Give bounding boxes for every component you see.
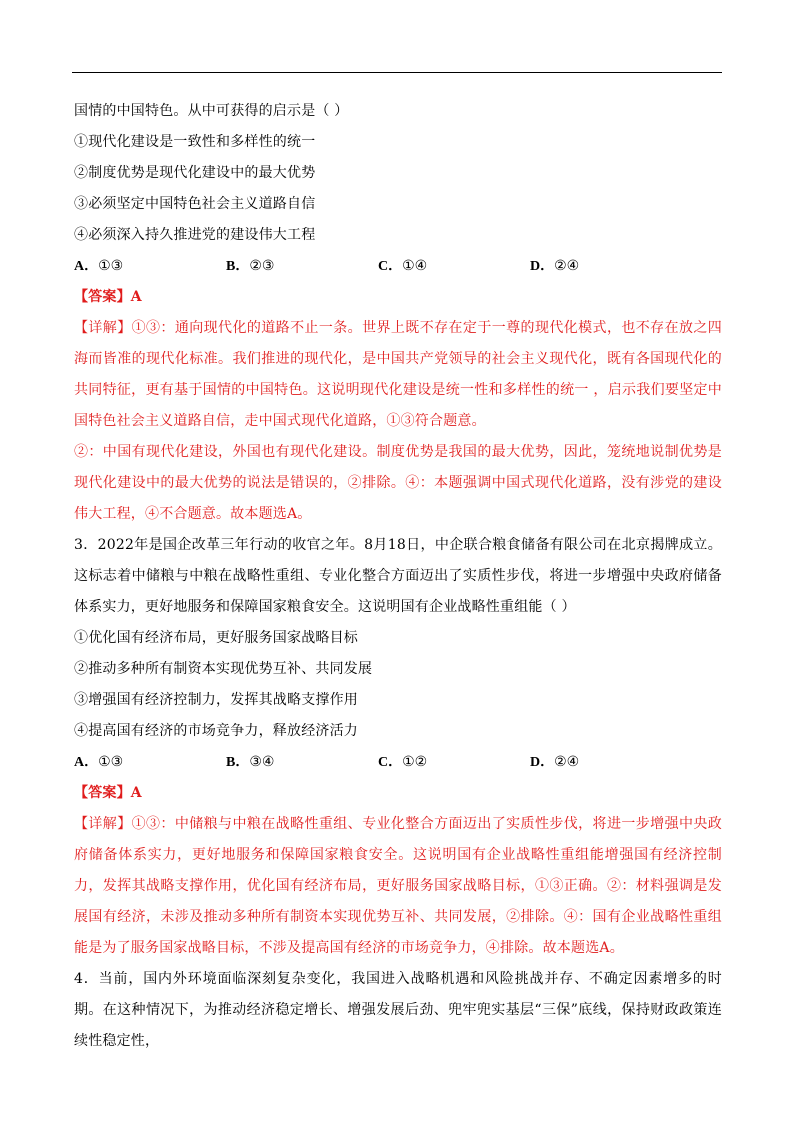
q3-choice-a: A．①③: [74, 754, 124, 770]
q2-choices: [74, 251, 722, 282]
q3-choice-b: B．③④: [226, 754, 275, 770]
q2-choice-c: C．①④: [378, 258, 428, 274]
q3-detail: 【详解】①③：中储粮与中粮在战略性重组、专业化整合方面迈出了实质性步伐，将进一步增强中央政府储备体系实力，更好地服务和保障国家粮食安全。这说明国有企业战略性重组能增强国有经济控制力，发挥其战略支撑作用，优化国有经济布局，更好服务国家战略目标，①③正确。②：材料强调是发展国有经济，未涉及推动多种所有制资本实现优势互补、共同发展，②排除。④：国有企业战略性重组能是为了服务国家战略目标，不涉及提高国有经济的市场竞争力，④排除。故本题选A。: [74, 816, 722, 956]
q3-option-3: ③增强国有经济控制力，发挥其战略支撑作用: [74, 692, 358, 708]
header-rule: [72, 72, 722, 73]
q4-stem: 4．当前，国内外环境面临深刻复杂变化，我国进入战略机遇和风险挑战并存、不确定因素增多的时期。在这种情况下，为推动经济稳定增长、增强发展后劲、兜牢兜实基层“三保”底线，保持财政政策连续性稳定性，: [74, 971, 722, 1049]
document-content: [74, 96, 722, 1057]
q3-choices: [74, 747, 722, 778]
q2-detail-2: ②：中国有现代化建设，外国也有现代化建设。制度优势是我国的最大优势，因此，笼统地说制优势是现代化建设中的最大优势的说法是错误的，②排除。④：本题强调中国式现代化道路，没有涉党的建设伟大工程，④不合题意。故本题选A。: [74, 444, 722, 522]
q2-choice-a: A．①③: [74, 258, 124, 274]
q3-choice-d: D．②④: [530, 754, 580, 770]
q2-option-1: ①现代化建设是一致性和多样性的统一: [74, 134, 316, 150]
q2-choice-b: B．②③: [226, 258, 275, 274]
q3-option-1: ①优化国有经济布局，更好服务国家战略目标: [74, 630, 358, 646]
q3-option-4: ④提高国有经济的市场竞争力，释放经济活力: [74, 723, 358, 739]
q3-choice-c: C．①②: [378, 754, 428, 770]
q2-stem-tail: 国情的中国特色。从中可获得的启示是（ ）: [74, 103, 349, 119]
q3-answer: 【答案】A: [74, 785, 142, 801]
q2-detail-1: 【详解】①③：通向现代化的道路不止一条。世界上既不存在定于一尊的现代化模式，也不存在放之四海而皆准的现代化标准。我们推进的现代化，是中国共产党领导的社会主义现代化，既有各国现代化的共同特征，更有基于国情的中国特色。这说明现代化建设是统一性和多样性的统一 ，启示我们要坚定中国特色社会主义道路自信，走中国式现代化道路，①③符合题意。: [74, 320, 722, 429]
q2-answer: 【答案】A: [74, 289, 142, 305]
q2-option-2: ②制度优势是现代化建设中的最大优势: [74, 165, 316, 181]
q3-option-2: ②推动多种所有制资本实现优势互补、共同发展: [74, 661, 373, 677]
q2-option-4: ④必须深入持久推进党的建设伟大工程: [74, 227, 316, 243]
q2-option-3: ③必须坚定中国特色社会主义道路自信: [74, 196, 316, 212]
q3-stem: 3．2022年是国企改革三年行动的收官之年。8月18日，中企联合粮食储备有限公司在北京揭牌成立。这标志着中储粮与中粮在战略性重组、专业化整合方面迈出了实质性步伐，将进一步增强中央政府储备体系实力，更好地服务和保障国家粮食安全。这说明国有企业战略性重组能（ ）: [74, 537, 722, 615]
q2-choice-d: D．②④: [530, 258, 580, 274]
